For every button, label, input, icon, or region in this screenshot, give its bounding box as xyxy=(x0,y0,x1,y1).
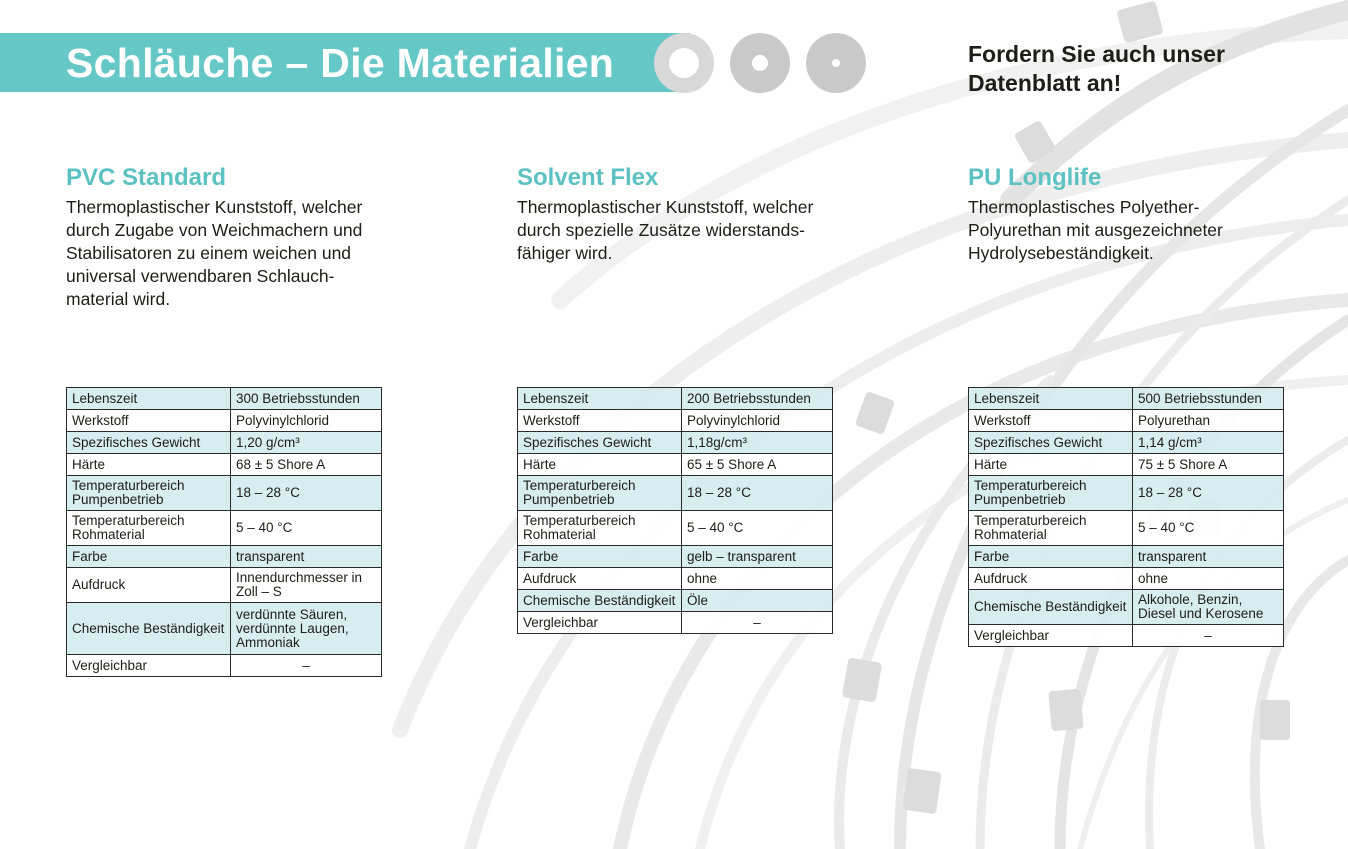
table-row: Chemische Beständigkeit Alkohole, Benzin, Diesel und Kerosene xyxy=(969,590,1284,625)
spec-table-pvc xyxy=(66,387,382,677)
table-row: Temperaturbereich Pumpenbetrieb 18 – 28 °C xyxy=(518,476,833,511)
table-row: Lebenszeit 300 Betriebsstunden xyxy=(67,388,382,410)
datasheet-callout: Fordern Sie auch unser Datenblatt an! xyxy=(968,41,1225,96)
material-heading-pu-longlife: PU Longlife xyxy=(968,164,1102,191)
table-row: Vergleichbar – xyxy=(67,655,382,677)
table-row: Farbe transparent xyxy=(969,546,1284,568)
table-row: Spezifisches Gewicht 1,18g/cm³ xyxy=(518,432,833,454)
table-row: Härte 75 ± 5 Shore A xyxy=(969,454,1284,476)
spec-table-pu-longlife xyxy=(968,387,1284,647)
material-description-pvc: Thermoplastischer Kunststoff, welcher durch Zugabe von Weichmachern und Stabilisatoren zu einem weichen und universal verwendbaren Schlauch-material wird. xyxy=(66,197,363,309)
table-row: Chemische Beständigkeit verdünnte Säuren, verdünnte Laugen, Ammoniak xyxy=(67,603,382,655)
table-row: Temperaturbereich Rohmaterial 5 – 40 °C xyxy=(518,511,833,546)
table-row: Vergleichbar – xyxy=(969,625,1284,647)
spec-table-solvent-flex xyxy=(517,387,833,634)
table-row: Härte 68 ± 5 Shore A xyxy=(67,454,382,476)
table-row: Temperaturbereich Rohmaterial 5 – 40 °C xyxy=(67,511,382,546)
table-row: Vergleichbar – xyxy=(518,612,833,634)
table-row: Temperaturbereich Rohmaterial 5 – 40 °C xyxy=(969,511,1284,546)
material-description-pu-longlife: Thermoplastisches Polyether-Polyurethan mit ausgezeichneter Hydrolysebeständigkeit. xyxy=(968,197,1223,263)
table-row: Spezifisches Gewicht 1,14 g/cm³ xyxy=(969,432,1284,454)
table-row: Werkstoff Polyurethan xyxy=(969,410,1284,432)
table-row: Temperaturbereich Pumpenbetrieb 18 – 28 °C xyxy=(969,476,1284,511)
table-row: Werkstoff Polyvinylchlorid xyxy=(67,410,382,432)
table-row: Aufdruck Innendurchmesser in Zoll – S xyxy=(67,568,382,603)
table-row: Härte 65 ± 5 Shore A xyxy=(518,454,833,476)
table-row: Aufdruck ohne xyxy=(518,568,833,590)
table-row: Farbe gelb – transparent xyxy=(518,546,833,568)
material-description-solvent-flex: Thermoplastischer Kunststoff, welcher durch spezielle Zusätze widerstands-fähiger wird. xyxy=(517,197,814,263)
page-title: Schläuche – Die Materialien xyxy=(66,40,615,86)
table-row: Werkstoff Polyvinylchlorid xyxy=(518,410,833,432)
circle-decoration-small-icon xyxy=(806,33,866,93)
table-row: Lebenszeit 500 Betriebsstunden xyxy=(969,388,1284,410)
circle-decoration-medium-icon xyxy=(730,33,790,93)
circle-decoration-large-icon xyxy=(654,33,714,93)
material-heading-pvc: PVC Standard xyxy=(66,164,227,191)
table-row: Chemische Beständigkeit Öle xyxy=(518,590,833,612)
table-row: Temperaturbereich Pumpenbetrieb 18 – 28 °C xyxy=(67,476,382,511)
table-row: Spezifisches Gewicht 1,20 g/cm³ xyxy=(67,432,382,454)
material-heading-solvent-flex: Solvent Flex xyxy=(517,164,659,191)
table-row: Aufdruck ohne xyxy=(969,568,1284,590)
table-row: Lebenszeit 200 Betriebsstunden xyxy=(518,388,833,410)
table-row: Farbe transparent xyxy=(67,546,382,568)
